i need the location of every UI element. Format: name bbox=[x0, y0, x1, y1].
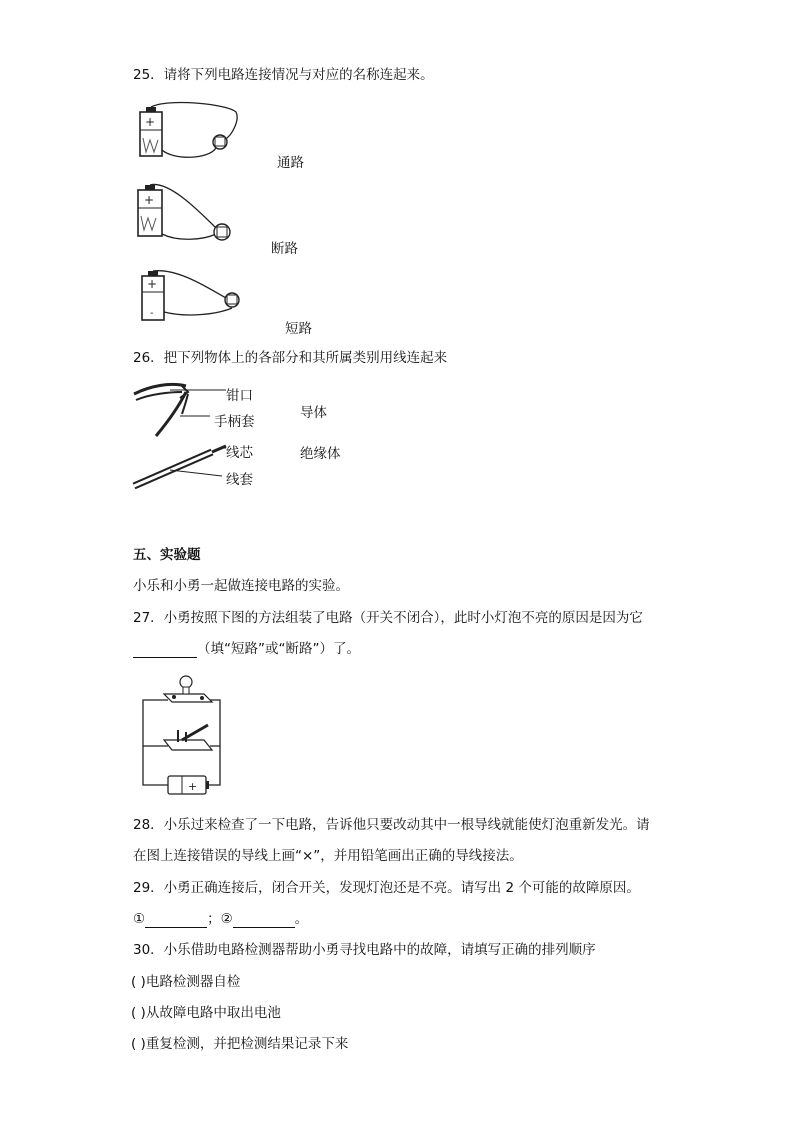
q27-line2: （填“短路”或“断路”）了。 bbox=[197, 641, 360, 657]
q30-item-1[interactable]: ( )电路检测器自检 bbox=[131, 974, 241, 990]
q27-line2-wrap bbox=[133, 640, 360, 658]
q30-item-2[interactable]: ( )从故障电路中取出电池 bbox=[131, 1005, 281, 1021]
q30-item-3[interactable]: ( )重复检测，并把检测结果记录下来 bbox=[131, 1036, 349, 1052]
q25-circuit-3 bbox=[128, 268, 253, 328]
section-intro: 小乐和小勇一起做连接电路的实验。 bbox=[133, 578, 349, 594]
q29-answer-blank-2[interactable] bbox=[233, 913, 295, 928]
section-heading: 五、实验题 bbox=[133, 547, 201, 563]
q28-line1: 28．小乐过来检查了一下电路，告诉他只要改动其中一根导线就能使灯泡重新发光。请 bbox=[133, 817, 650, 833]
svg-text:+: + bbox=[188, 780, 198, 793]
q29-end: 。 bbox=[294, 911, 309, 927]
q25-circuit-1 bbox=[128, 100, 248, 162]
q26-part-xianxin: 线芯 bbox=[226, 445, 253, 461]
svg-text:+: + bbox=[145, 115, 156, 129]
q25-option-duanlu-short: 短路 bbox=[285, 321, 312, 337]
q26-category-insulator: 绝缘体 bbox=[300, 446, 341, 462]
q29-mark-1: ① bbox=[133, 911, 146, 927]
svg-text:+: + bbox=[147, 277, 158, 291]
q29-line1: 29．小勇正确连接后，闭合开关，发现灯泡还是不亮。请写出 2 个可能的故障原因。 bbox=[133, 880, 640, 896]
q26-stem: 26．把下列物体上的各部分和其所属类别用线连起来 bbox=[133, 350, 448, 366]
q29-separator: ； bbox=[207, 911, 221, 927]
q25-circuit-2 bbox=[128, 180, 248, 250]
q25-option-duanlu: 断路 bbox=[271, 241, 298, 257]
q27-circuit-diagram bbox=[138, 670, 228, 793]
q29-mark-2: ② bbox=[220, 911, 233, 927]
q28-line2: 在图上连接错误的导线上画“×”，并用铅笔画出正确的导线接法。 bbox=[133, 848, 523, 864]
q26-part-xiantao: 线套 bbox=[226, 472, 253, 488]
q29-answer-blank-1[interactable] bbox=[145, 913, 207, 928]
svg-text:-: - bbox=[150, 308, 154, 319]
q26-part-qiankou: 钳口 bbox=[226, 388, 253, 404]
q26-part-shoubingtao: 手柄套 bbox=[214, 414, 255, 430]
q27-answer-blank[interactable] bbox=[133, 643, 197, 658]
q26-category-conductor: 导体 bbox=[300, 405, 327, 421]
q27-line1: 27．小勇按照下图的方法组装了电路（开关不闭合），此时小灯泡不亮的原因是因为它 bbox=[133, 610, 643, 626]
q30-stem: 30．小乐借助电路检测器帮助小勇寻找电路中的故障，请填写正确的排列顺序 bbox=[133, 942, 596, 958]
q25-stem: 25．请将下列电路连接情况与对应的名称连起来。 bbox=[133, 67, 434, 83]
q29-answers bbox=[133, 910, 308, 928]
q25-option-tonglu: 通路 bbox=[277, 155, 304, 171]
svg-text:+: + bbox=[144, 193, 155, 207]
